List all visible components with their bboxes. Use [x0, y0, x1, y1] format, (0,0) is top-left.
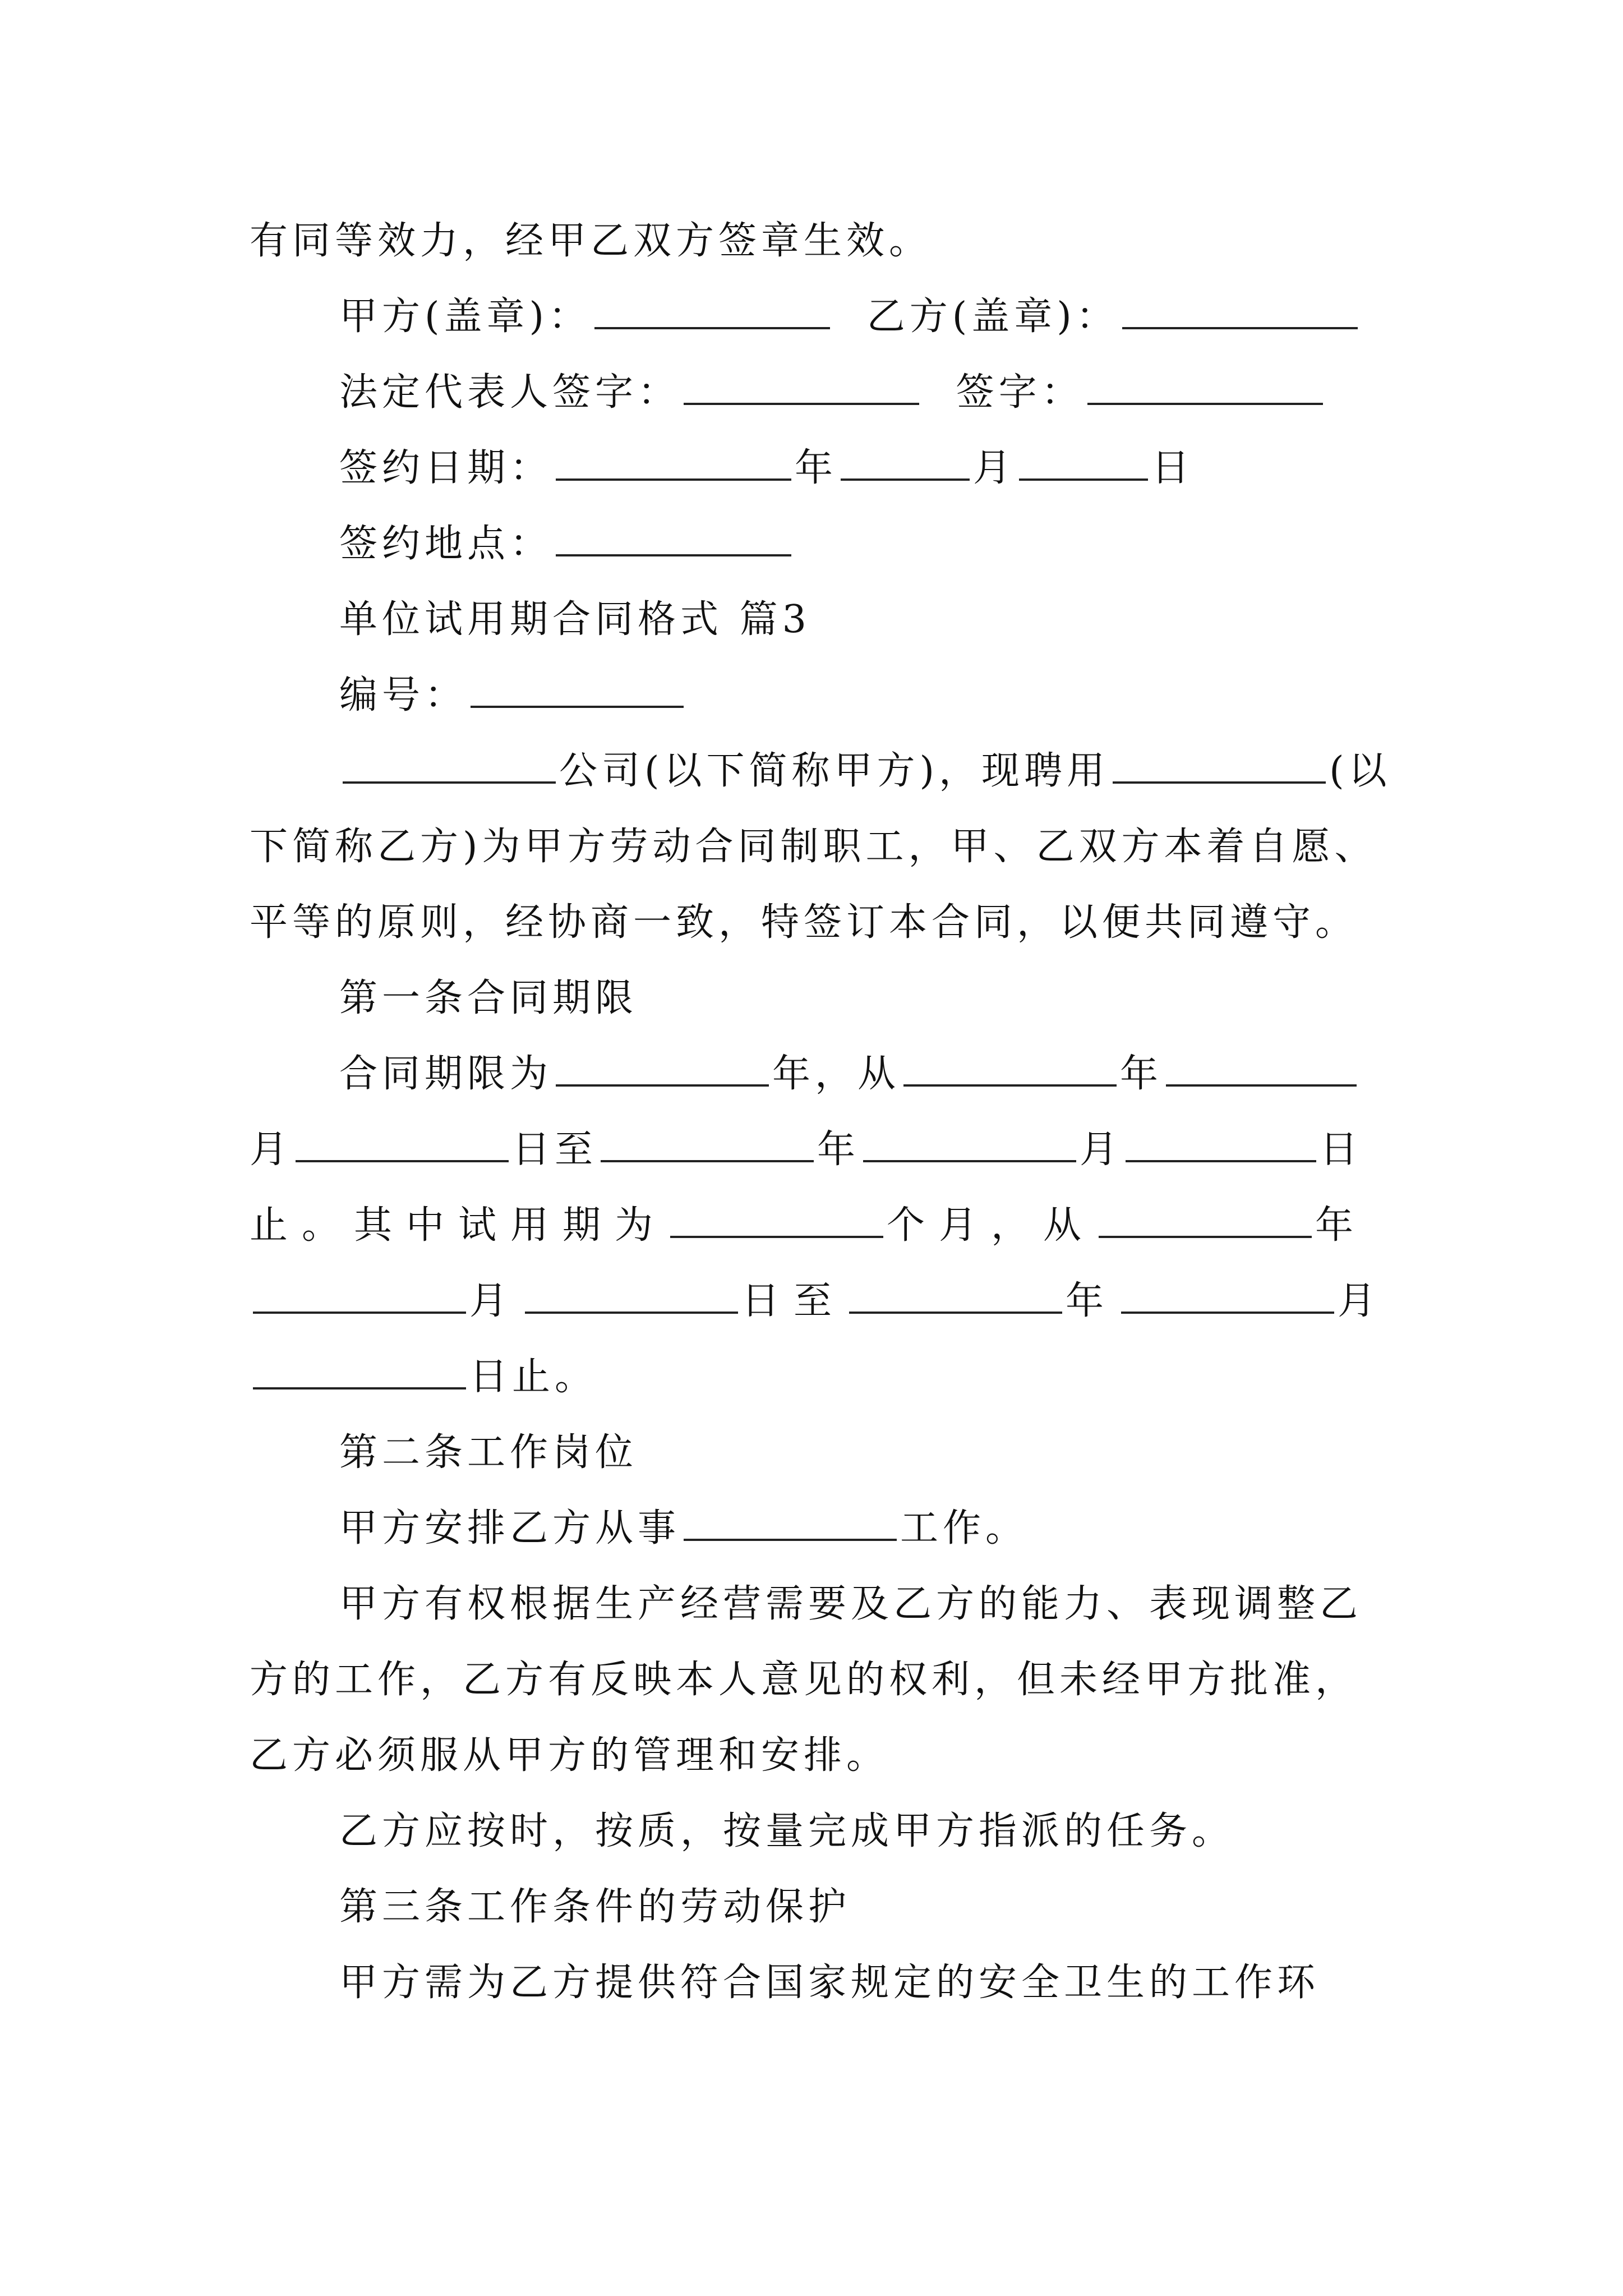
probation-end-year-blank[interactable] [849, 1282, 1062, 1314]
heading-text: 第二条工作岗位 [339, 1430, 638, 1475]
text: 日止。 [469, 1355, 598, 1399]
title-text: 单位试用期合同格式 篇3 [339, 597, 811, 642]
signature-label: 签字： [956, 370, 1084, 415]
text: 甲方有权根据生产经营需要及乙方的能力、表现调整乙 [339, 1582, 1363, 1626]
text: 年 [817, 1128, 860, 1172]
document-title [339, 595, 811, 645]
employee-blank[interactable] [1113, 752, 1326, 784]
place-label: 签约地点： [339, 522, 553, 566]
intro-paren-text: (以 [1329, 749, 1391, 793]
text: 年，从 [772, 1052, 901, 1096]
intro-line-3 [250, 898, 1358, 948]
signature-line-place [339, 519, 795, 569]
date-year-blank[interactable] [556, 449, 791, 481]
text: 乙方应按时，按质，按量完成甲方指派的任务。 [339, 1809, 1235, 1853]
text: 月 [250, 1128, 293, 1172]
probation-start-month-blank[interactable] [253, 1282, 466, 1314]
end-month-blank[interactable] [863, 1131, 1076, 1162]
text: 合同期限为 [339, 1052, 553, 1096]
intro-line-2 [250, 822, 1377, 872]
article-1-line-1 [339, 1049, 1360, 1099]
text: 工作。 [900, 1506, 1029, 1550]
signature-line-date [339, 443, 1194, 494]
month-text: 月 [973, 446, 1016, 490]
party-b-blank[interactable] [1122, 298, 1358, 329]
legal-rep-blank[interactable] [684, 374, 919, 405]
article-1-line-5 [250, 1352, 597, 1402]
text: 日至 [512, 1128, 598, 1172]
probation-start-year-blank[interactable] [1099, 1207, 1312, 1238]
end-day-blank[interactable] [1126, 1131, 1316, 1162]
start-year-blank[interactable] [903, 1055, 1117, 1087]
article-2-para-3 [339, 1806, 1234, 1857]
article-2-heading [339, 1428, 638, 1478]
probation-start-day-blank[interactable] [525, 1282, 738, 1314]
number-line [339, 670, 687, 721]
text: 年 [1315, 1203, 1368, 1248]
text: 年 [1120, 1052, 1163, 1096]
probation-end-month-blank[interactable] [1121, 1282, 1334, 1314]
text: 方的工作，乙方有反映本人意见的权利，但未经甲方批准， [250, 1658, 1358, 1702]
place-blank[interactable] [556, 525, 791, 556]
signature-line-party [339, 292, 1361, 342]
company-blank[interactable] [343, 752, 556, 784]
text: 甲方需为乙方提供符合国家规定的安全卫生的工作环 [339, 1961, 1320, 2005]
start-month-blank[interactable] [1166, 1055, 1357, 1087]
text: 日 [1320, 1128, 1363, 1172]
heading-text: 第一条合同期限 [339, 976, 638, 1020]
text: 年 [1066, 1279, 1118, 1323]
year-text: 年 [795, 446, 838, 490]
article-3-para-1 [339, 1958, 1320, 2008]
article-2-para-2-line-2 [250, 1655, 1358, 1705]
text: 日至 [741, 1279, 846, 1323]
article-3-heading [339, 1882, 851, 1932]
job-blank[interactable] [684, 1510, 897, 1541]
probation-months-blank[interactable] [670, 1207, 883, 1238]
paragraph-line [250, 216, 932, 266]
text: 甲方安排乙方从事 [339, 1506, 681, 1550]
text: 月 [1338, 1279, 1390, 1323]
date-day-blank[interactable] [1019, 449, 1148, 481]
number-label: 编号： [339, 673, 468, 717]
intro-line-1 [339, 746, 1391, 797]
number-blank[interactable] [471, 677, 684, 708]
text: 有同等效力，经甲乙双方签章生效。 [250, 219, 932, 263]
heading-text: 第三条工作条件的劳动保护 [339, 1885, 851, 1929]
article-1-line-3 [250, 1200, 1367, 1251]
end-year-blank[interactable] [601, 1131, 814, 1162]
article-1-line-2 [250, 1125, 1362, 1175]
legal-rep-label: 法定代表人签字： [339, 370, 681, 415]
start-day-blank[interactable] [296, 1131, 509, 1162]
intro-company-text: 公司(以下简称甲方)，现聘用 [559, 749, 1110, 793]
article-2-para-2-line-3 [250, 1731, 889, 1781]
text: 月 [469, 1279, 522, 1323]
party-a-label: 甲方(盖章)： [339, 295, 592, 339]
text: 乙方必须服从甲方的管理和安排。 [250, 1733, 889, 1778]
party-a-blank[interactable] [594, 298, 830, 329]
years-blank[interactable] [556, 1055, 769, 1087]
signature-line-rep [339, 367, 1326, 418]
date-month-blank[interactable] [841, 449, 970, 481]
article-2-para-1 [339, 1503, 1028, 1554]
probation-end-day-blank[interactable] [253, 1358, 466, 1389]
date-label: 签约日期： [339, 446, 553, 490]
text: 止。其中试用期为 [250, 1203, 667, 1248]
article-1-line-4 [250, 1276, 1390, 1327]
text: 月 [1080, 1128, 1123, 1172]
article-1-heading [339, 973, 638, 1024]
day-text: 日 [1151, 446, 1195, 490]
text: 下简称乙方)为甲方劳动合同制职工，甲、乙双方本着自愿、 [250, 825, 1377, 869]
signature-blank[interactable] [1087, 374, 1323, 405]
text: 平等的原则，经协商一致，特签订本合同，以便共同遵守。 [250, 900, 1358, 945]
text: 个月，从 [887, 1203, 1096, 1248]
article-2-para-2-line-1 [339, 1579, 1362, 1630]
party-b-label: 乙方(盖章)： [866, 295, 1119, 339]
